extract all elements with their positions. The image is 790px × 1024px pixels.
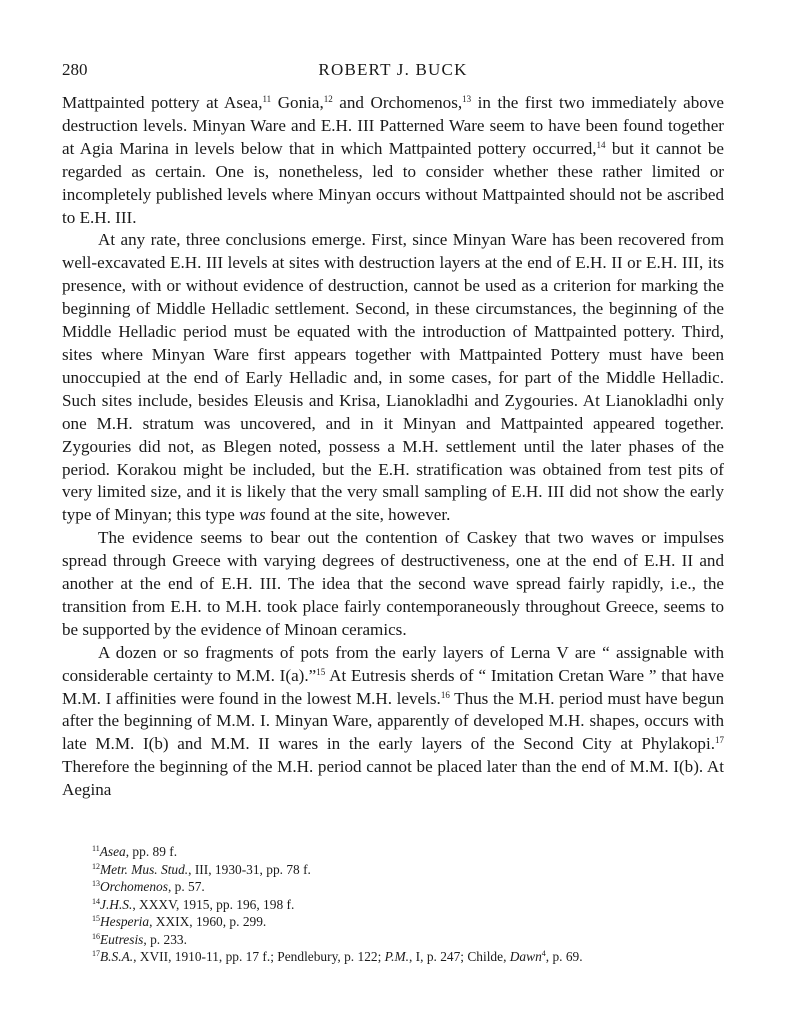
italic-text: Metr. Mus. Stud. — [100, 861, 189, 877]
footnote-number: 11 — [92, 844, 100, 853]
footnotes — [92, 843, 732, 966]
footnote-ref: 15 — [316, 666, 326, 677]
paragraph — [62, 642, 724, 802]
footnote — [92, 948, 732, 966]
paragraph — [62, 527, 724, 642]
text-run: Therefore the beginning of the M.H. period cannot be placed later than the end of M.M. I(b). At Aegina — [62, 757, 724, 800]
footnote — [92, 861, 732, 879]
footnote-ref: 12 — [323, 94, 333, 104]
text-run: , p. 57. — [167, 879, 205, 894]
footnote — [92, 843, 732, 861]
text-run: , XVII, 1910-11, pp. 17 f.; Pendlebury, p. 122; — [133, 949, 385, 964]
footnote — [92, 913, 732, 931]
footnote-number: 16 — [92, 931, 100, 941]
footnote-ref: 17 — [715, 735, 724, 746]
footnote-ref: 14 — [596, 139, 606, 150]
italic-text: J.H.S. — [100, 896, 133, 912]
text-run: Mattpainted pottery at Asea, — [62, 93, 263, 112]
text-run: and Orchomenos, — [332, 93, 463, 112]
text-run: Gonia, — [271, 93, 324, 112]
italic-text: P.M. — [384, 949, 409, 964]
footnote-ref: 13 — [462, 94, 472, 104]
running-header — [62, 60, 724, 82]
italic-text: Eutresis — [100, 931, 144, 947]
italic-text: B.S.A. — [100, 949, 134, 964]
paragraph — [62, 229, 724, 527]
text-run: At Eutresis sherds of “ Imitation Cretan Ware ” that have M.M. I affinities were found in the lowest M.H. levels. — [62, 665, 724, 708]
text-run: found at the site, however. — [265, 505, 451, 525]
italic-text: was — [239, 505, 266, 525]
text-run: At any rate, three conclusions emerge. First, since Minyan Ware has been recovered from well-excavated E.H. III levels at sites with destruction layers at the end of E.H. II or E.H. III, its presence, with or without evidence of destruction, cannot be used as a criterion for marking the beginning of Middle Helladic settlement. Second, in these circumstances, the beginning of the Middle Helladic period must be equated with the introduction of Mattpainted pottery. Third, sites where Minyan Ware first appears together with Mattpainted Pottery must have been unoccupied at the end of Early Helladic and, in some cases, for part of the Middle Helladic. Such sites include, besides Eleusis and Krisa, Lianokladhi and Zygouries. At Lianokladhi only one M.H. stratum was uncovered, and in it Minyan and Mattpainted appeared together. Zygouries did not, as Blegen noted, possess a M.H. settlement until the later phases of the period. Korakou might be included, but the E.H. stratification was obtained from test pits of very limited size, and it is likely that the very small sampling of E.H. III did not show the early type of Minyan; this type — [62, 230, 724, 525]
text-run: , I, p. 247; Childe, — [408, 949, 510, 964]
page-number: 280 — [62, 60, 88, 79]
text-run: but it cannot be regarded as certain. One is, nonetheless, led to consider whether these rather limited or incompletely published levels where Minyan occurs without Mattpainted should not be ascribed to E.H. III. — [62, 138, 724, 227]
footnote-ref: 16 — [440, 689, 450, 700]
footnote-number: 12 — [92, 861, 100, 871]
footnote-ref: 4 — [541, 949, 546, 958]
italic-text: Orchomenos — [100, 879, 168, 894]
italic-text: Asea — [99, 844, 126, 859]
footnote — [92, 931, 732, 949]
footnote-number: 17 — [92, 949, 100, 958]
footnote — [92, 878, 732, 896]
body-text — [62, 92, 724, 802]
footnote — [92, 896, 732, 914]
text-run: , XXXV, 1915, pp. 196, 198 f. — [132, 896, 295, 912]
paragraph — [62, 92, 724, 229]
text-run: , p. 69. — [545, 949, 583, 964]
footnote-number: 14 — [92, 896, 100, 906]
text-run: The evidence seems to bear out the contention of Caskey that two waves or impulses spread through Greece with varying degrees of destructiveness, one at the end of E.H. II and another at the end of E.H. III. The idea that the second wave spread fairly rapidly, i.e., the transition from E.H. to M.H. took place fairly contemporaneously throughout Greece, seems to be supported by the evidence of Minoan ceramics. — [62, 528, 724, 639]
running-head-author: ROBERT J. BUCK — [318, 60, 468, 79]
footnote-ref: 11 — [262, 94, 272, 104]
text-run: , XXIX, 1960, p. 299. — [149, 914, 267, 929]
text-run: Thus the M.H. period must have begun after the beginning of M.M. I. Minyan Ware, apparently of developed M.H. shapes, occurs with late M.M. I(b) and M.M. II wares in the early layers of the Second City at Phylakopi. — [62, 688, 724, 754]
text-run: A dozen or so fragments of pots from the early layers of Lerna V are “ assignable with considerable certainty to M.M. I(a).” — [62, 642, 724, 685]
footnote-number: 13 — [92, 879, 100, 888]
text-run: in the first two immediately above destruction levels. Minyan Ware and E.H. III Patterned Ware seem to have been found together at Agia Marina in levels below that in which Mattpainted pottery occurred, — [62, 93, 724, 158]
footnote-number: 15 — [92, 914, 100, 923]
italic-text: Dawn — [509, 949, 542, 964]
text-run: , pp. 89 f. — [125, 844, 178, 859]
italic-text: Hesperia — [100, 914, 150, 929]
text-run: , p. 233. — [143, 931, 187, 947]
text-run: , III, 1930-31, pp. 78 f. — [188, 861, 311, 877]
